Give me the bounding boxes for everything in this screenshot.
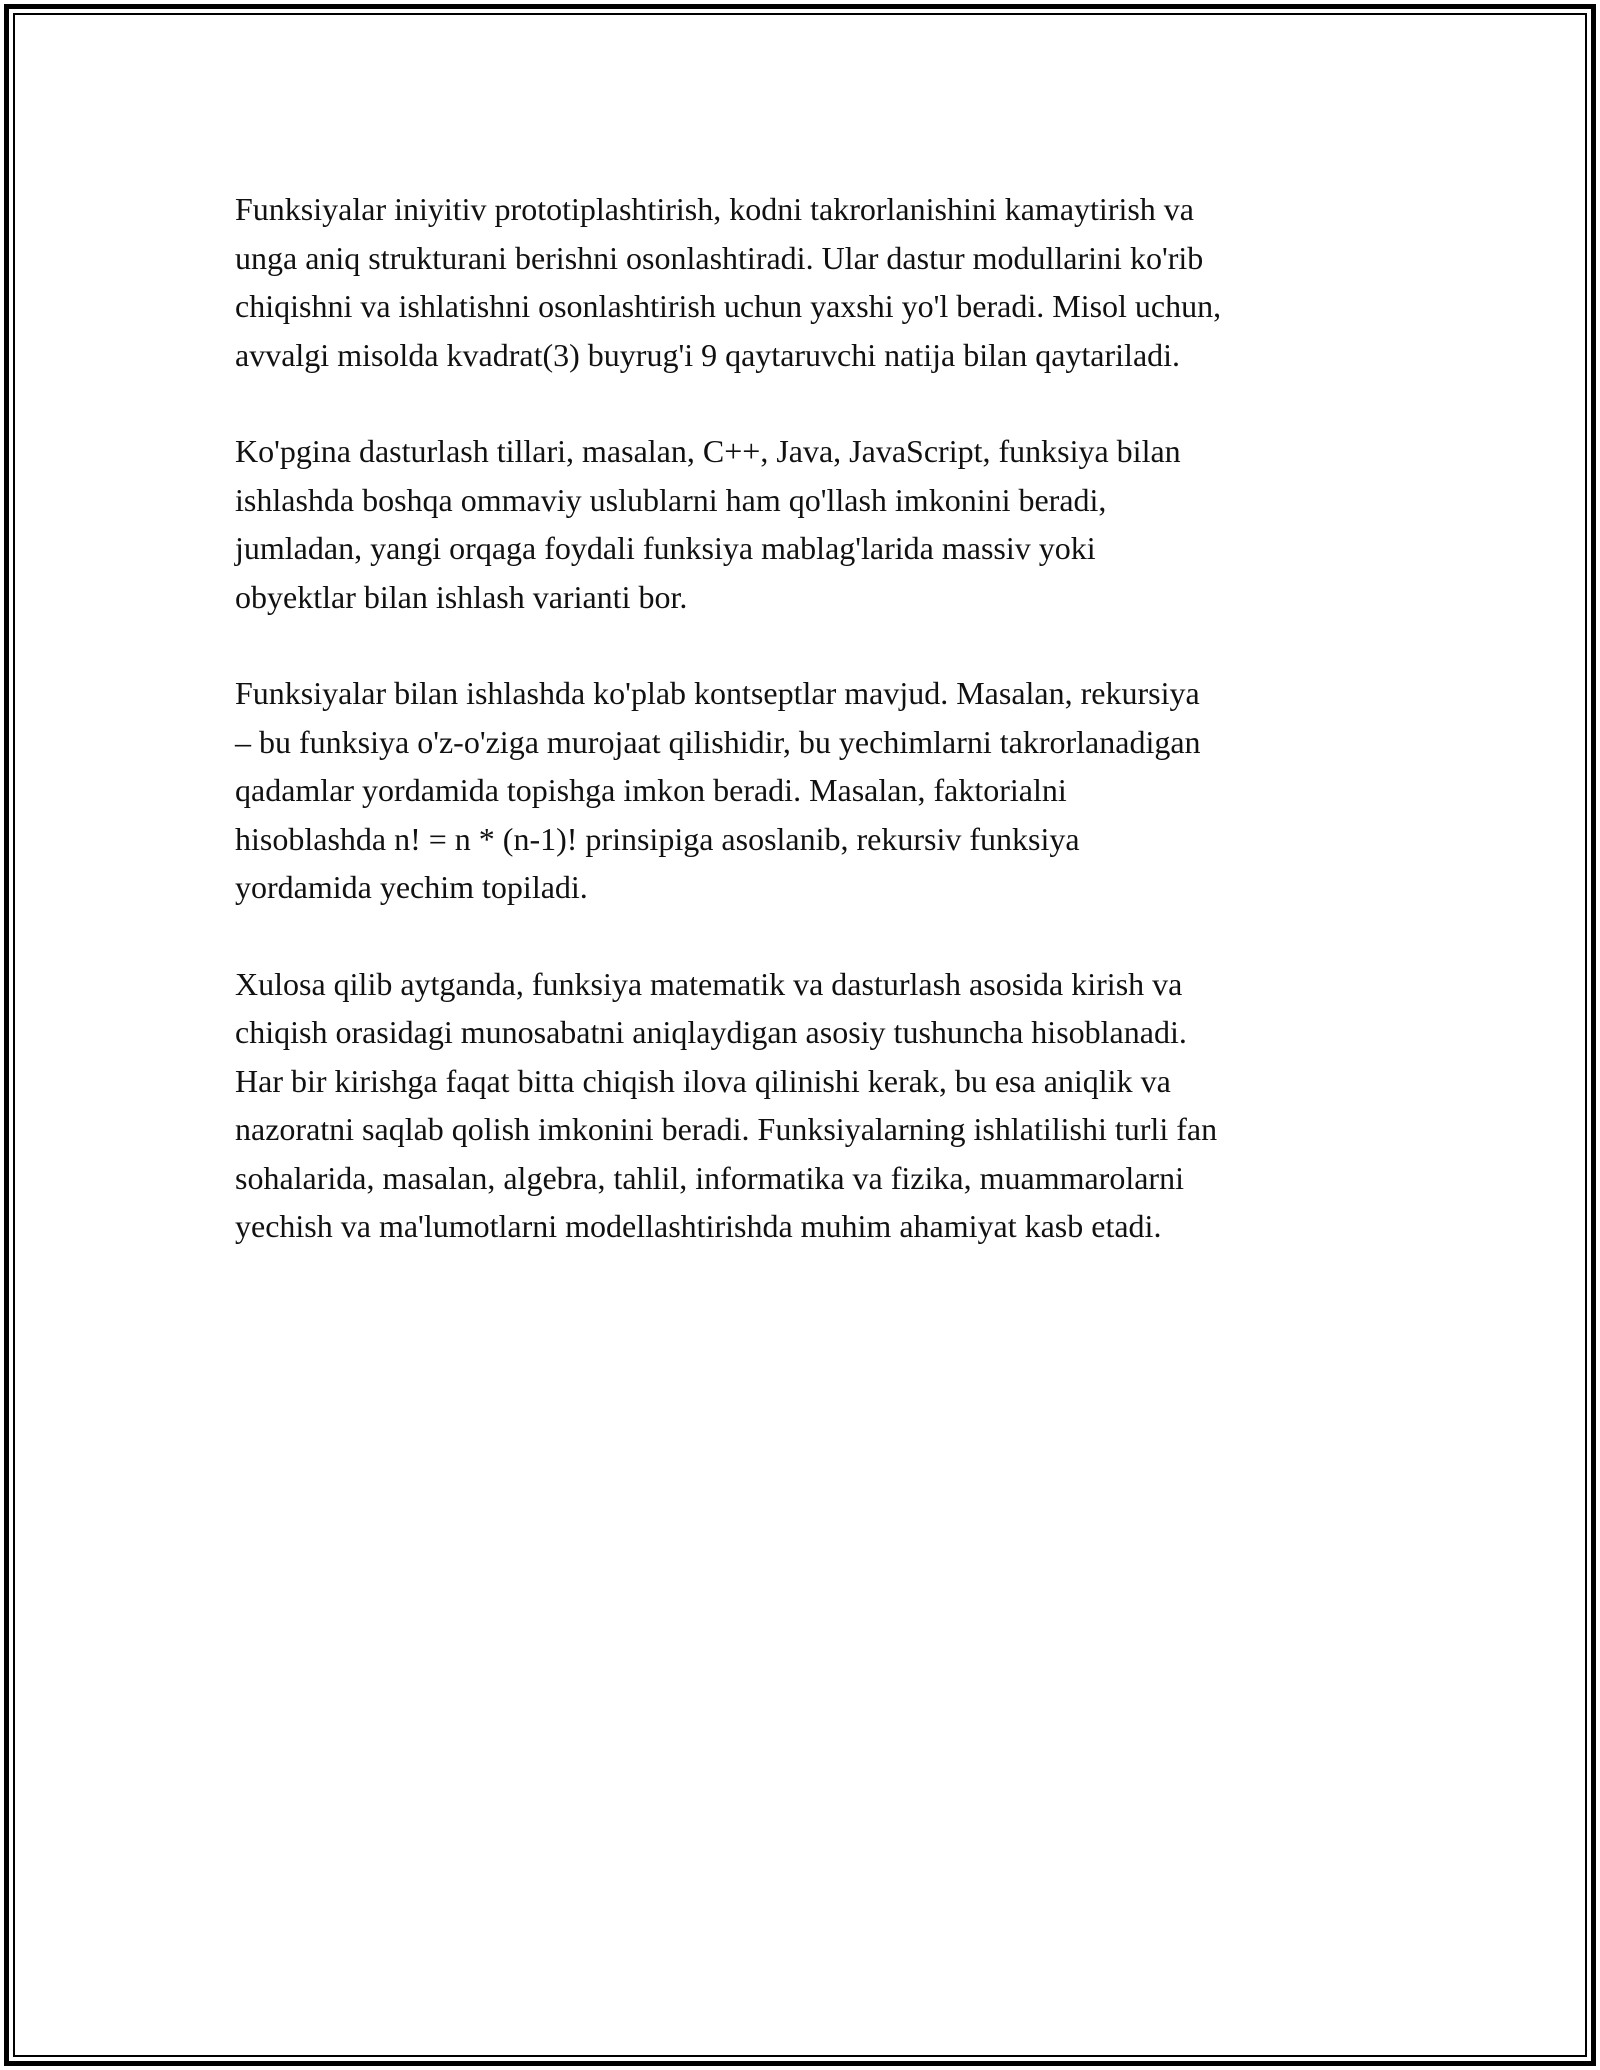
text-line: sohalarida, masalan, algebra, tahlil, informatika va fizika, muammarolarni xyxy=(235,1159,1184,1196)
paragraph-2 xyxy=(235,427,1370,621)
text-line: avvalgi misolda kvadrat(3) buyrug'i 9 qaytaruvchi natija bilan qaytariladi. xyxy=(235,336,1181,373)
text-line: qadamlar yordamida topishga imkon beradi. Masalan, faktorialni xyxy=(235,772,1067,808)
document-body xyxy=(235,185,1370,1299)
text-line: Funksiyalar bilan ishlashda ko'plab kontseptlar mavjud. Masalan, rekursiya xyxy=(235,675,1200,711)
text-line: yordamida yechim topiladi. xyxy=(235,869,588,905)
text-line: Xulosa qilib aytganda, funksiya matematik va dasturlash asosida kirish va xyxy=(235,965,1183,1002)
paragraph-4 xyxy=(235,960,1370,1251)
paragraph-3 xyxy=(235,669,1370,912)
text-line: chiqish orasidagi munosabatni aniqlaydigan asosiy tushuncha hisoblanadi. xyxy=(235,1014,1187,1050)
text-line: Har bir kirishga faqat bitta chiqish ilova qilinishi kerak, bu esa aniqlik va xyxy=(235,1062,1171,1099)
paragraph-1 xyxy=(235,185,1370,379)
text-line: obyektlar bilan ishlash varianti bor. xyxy=(235,578,688,615)
text-line: Ko'pgina dasturlash tillari, masalan, C++, Java, JavaScript, funksiya bilan xyxy=(235,433,1181,469)
text-line: unga aniq strukturani berishni osonlashtiradi. Ular dastur modullarini ko'rib xyxy=(235,239,1204,276)
text-line: Funksiyalar iniyitiv prototiplashtirish, kodni takrorlanishini kamaytirish va xyxy=(235,191,1194,227)
text-line: jumladan, yangi orqaga foydali funksiya mablag'larida massiv yoki xyxy=(235,530,1096,566)
text-line: chiqishni va ishlatishni osonlashtirish uchun yaxshi yo'l beradi. Misol uchun, xyxy=(235,288,1222,324)
text-line: nazoratni saqlab qolish imkonini beradi. Funksiyalarning ishlatilishi turli fan xyxy=(235,1111,1218,1147)
text-line: yechish va ma'lumotlarni modellashtirishda muhim ahamiyat kasb etadi. xyxy=(235,1208,1162,1244)
text-line: – bu funksiya o'z-o'ziga murojaat qilishidir, bu yechimlarni takrorlanadigan xyxy=(235,723,1201,760)
text-line: hisoblashda n! = n * (n-1)! prinsipiga asoslanib, rekursiv funksiya xyxy=(235,820,1080,857)
text-line: ishlashda boshqa ommaviy uslublarni ham qo'llash imkonini beradi, xyxy=(235,481,1107,518)
